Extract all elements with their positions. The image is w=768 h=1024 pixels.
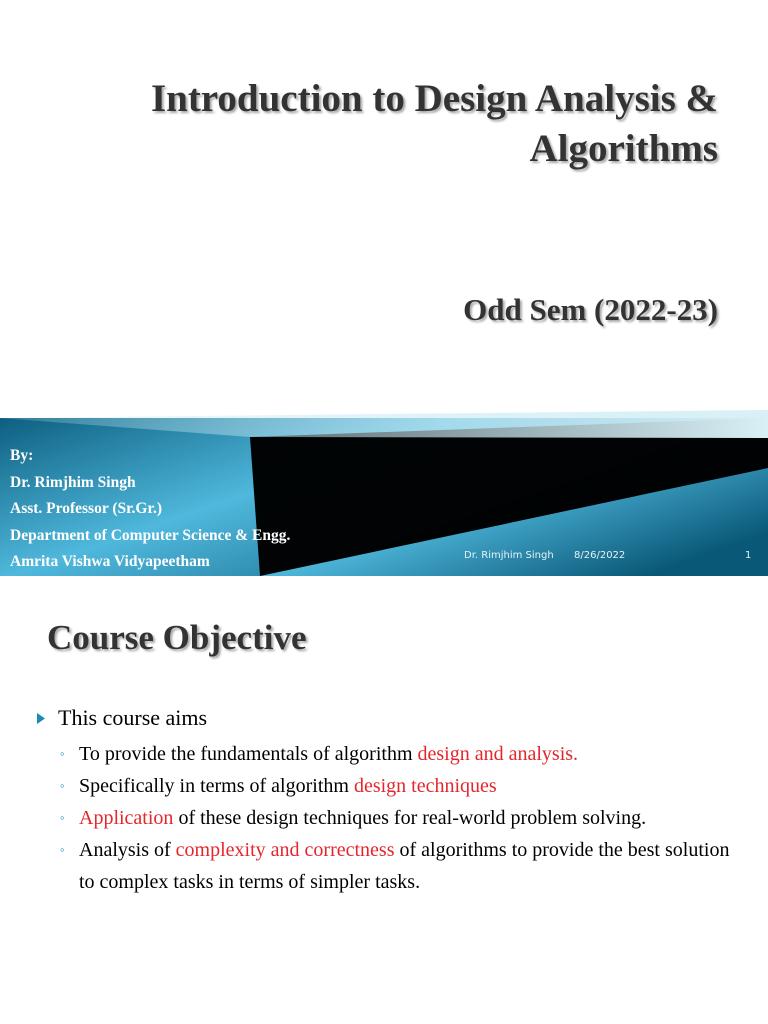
author-department: Department of Computer Science & Engg. [10,526,291,544]
highlighted-text: complexity and correctness [175,839,395,861]
circle-bullet-icon: ◦ [60,842,65,857]
footer-date: 8/26/2022 [574,550,626,561]
sub-bullet-item: ◦ Application of these design techniques for real-world problem solving. [55,802,735,834]
triangle-bullet-icon [37,713,45,724]
content-slide [0,586,768,1024]
author-byline [10,443,290,576]
author-designation: Asst. Professor (Sr.Gr.) [10,500,162,517]
author-institution: Amrita Vishwa Vidyapeetham [10,553,210,570]
sub-bullet-item: ◦ To provide the fundamentals of algorithm design and analysis. [55,738,735,770]
slide-title: Introduction to Design Analysis & Algorithms [150,77,718,170]
byline-label: By: [10,447,34,464]
slide-number: 1 [745,550,752,561]
circle-bullet-icon: ◦ [60,778,65,793]
author-name: Dr. Rimjhim Singh [10,473,136,491]
sub-bullet-item: ◦ Analysis of complexity and correctness of algorithms to provide the best solution to complex tasks in terms of simpler tasks. [55,834,735,898]
bullet-item: This course aims [55,704,735,732]
bullet-list [55,704,735,898]
sub-bullet-item: ◦ Specifically in terms of algorithm design techniques [55,770,735,802]
circle-bullet-icon: ◦ [60,810,65,825]
highlighted-text: Application [79,807,174,829]
circle-bullet-icon: ◦ [60,746,65,761]
highlighted-text: design techniques [353,775,497,797]
slide-title: Course Objective [47,618,307,657]
footer-author: Dr. Rimjhim Singh [464,550,554,561]
highlighted-text: design and analysis. [417,743,579,765]
slide-subtitle: Odd Sem (2022-23) [463,292,718,327]
